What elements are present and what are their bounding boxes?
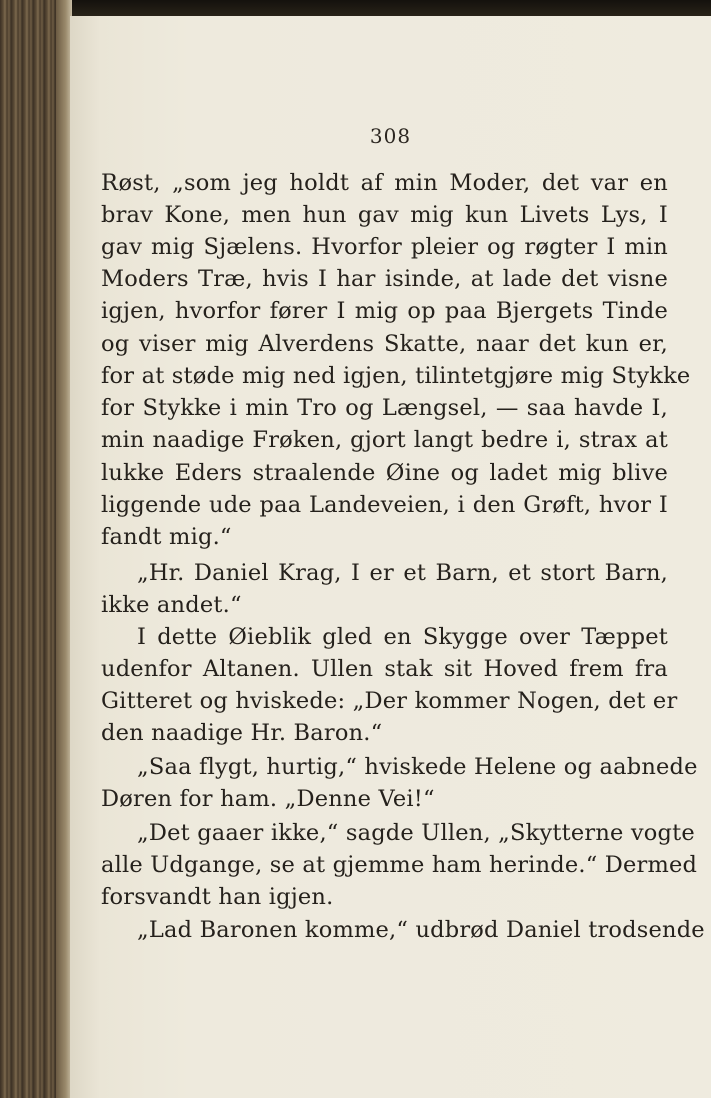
text-line-14: ikke andet.“ xyxy=(101,592,242,618)
text-line-6: og viser mig Alverdens Skatte, naar det kun er, xyxy=(101,331,668,357)
text-line-8: for Stykke i min Tro og Længsel, — saa havde I, xyxy=(101,395,668,421)
text-line-9: min naadige Frøken, gjort langt bedre i, strax at xyxy=(101,427,668,453)
text-line-4: Moders Træ, hvis I har isinde, at lade det visne xyxy=(101,266,668,292)
text-line-11: liggende ude paa Landeveien, i den Grøft, hvor I xyxy=(101,492,668,518)
text-line-5: igjen, hvorfor fører I mig op paa Bjergets Tinde xyxy=(101,298,668,324)
text-line-24: „Lad Baronen komme,“ udbrød Daniel trodsende xyxy=(137,917,705,943)
text-line-20: Døren for ham. „Denne Vei!“ xyxy=(101,786,435,812)
text-line-10: lukke Eders straalende Øine og ladet mig blive xyxy=(101,460,668,486)
text-line-2: brav Kone, men hun gav mig kun Livets Lys, I xyxy=(101,202,668,228)
text-line-1: Røst, „som jeg holdt af min Moder, det var en xyxy=(101,170,668,196)
text-line-7: for at støde mig ned igjen, tilintetgjøre mig Stykke xyxy=(101,363,691,389)
page-number: 308 xyxy=(369,124,412,148)
text-line-22: alle Udgange, se at gjemme ham herinde.“ Dermed xyxy=(101,852,698,878)
text-line-3: gav mig Sjælens. Hvorfor pleier og røgter I min xyxy=(101,234,668,260)
text-line-21: „Det gaaer ikke,“ sagde Ullen, „Skytterne vogte xyxy=(137,820,695,846)
text-line-19: „Saa flygt, hurtig,“ hviskede Helene og aabnede xyxy=(137,754,698,780)
text-line-12: fandt mig.“ xyxy=(101,524,232,550)
text-line-17: Gitteret og hviskede: „Der kommer Nogen, det er xyxy=(101,688,678,714)
text-line-23: forsvandt han igjen. xyxy=(101,884,334,910)
text-line-16: udenfor Altanen. Ullen stak sit Hoved frem fra xyxy=(101,656,668,682)
text-line-18: den naadige Hr. Baron.“ xyxy=(101,720,383,746)
text-line-13: „Hr. Daniel Krag, I er et Barn, et stort Barn, xyxy=(137,560,668,586)
text-line-15: I dette Øieblik gled en Skygge over Tæppet xyxy=(137,624,668,650)
